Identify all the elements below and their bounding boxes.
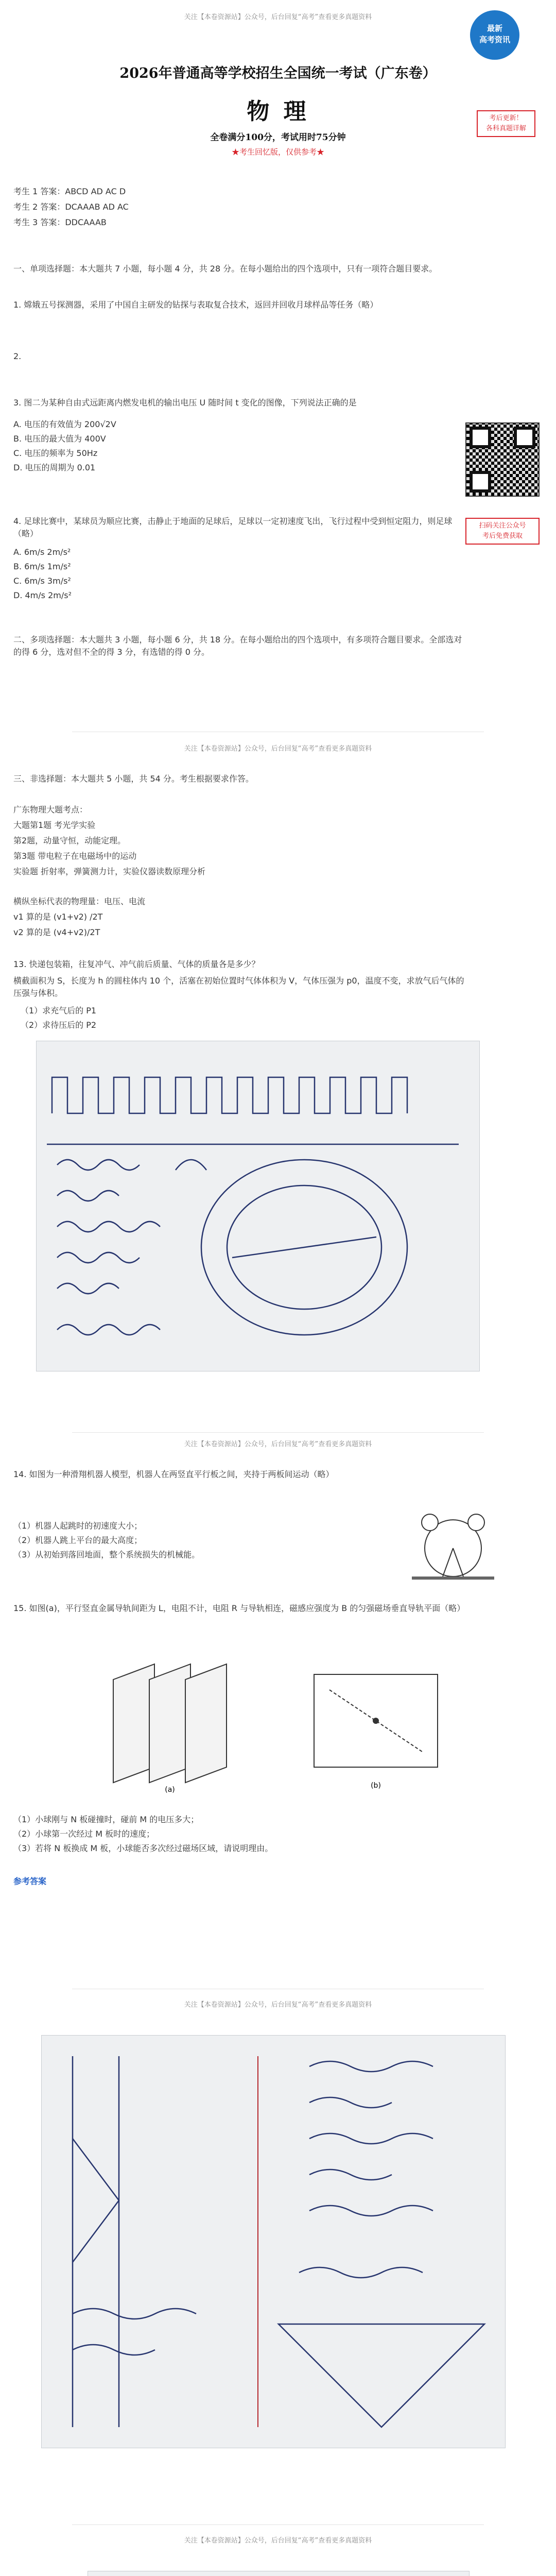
- q13-part-1: （1）求充气后的 P1: [21, 1006, 97, 1015]
- q3-option-a: A. 电压的有效值为 200√2V: [13, 419, 116, 429]
- handwritten-note-photo-3: [88, 2571, 470, 2576]
- handwritten-note-photo-1: [36, 1041, 480, 1371]
- q4-option-d: D. 4m/s 2m/s²: [13, 590, 72, 600]
- header-note-4: 关注【本卷资源站】公众号，后台回复“高考”查看更多真题资料: [184, 2001, 372, 2009]
- side-box-qr-note: 扫码关注公众号 考后免费获取: [465, 518, 540, 545]
- robot-diagram: [402, 1510, 505, 1587]
- experiment-item-4: 实验题 折射率，弹簧测力计，实验仪器读数原理分析: [13, 867, 206, 876]
- header-note-3: 关注【本卷资源站】公众号，后台回复“高考”查看更多真题资料: [184, 1440, 372, 1448]
- exam-title: 2026年普通高等学校招生全国统一考试（广东卷）: [119, 65, 437, 81]
- q15-part-3: （3）若将 N 板换成 M 板，小球能否多次经过磁场区域，请说明理由。: [13, 1843, 273, 1853]
- q3-option-d: D. 电压的周期为 0.01: [13, 463, 96, 472]
- question-2: 2.: [13, 351, 22, 361]
- q14-part-2: （2）机器人跳上平台的最大高度；: [13, 1535, 143, 1545]
- question-13-title: 13. 快递包装箱，往复冲气、冲气前后质量、气体的质量各是多少？: [13, 959, 260, 969]
- candidate-answer-1: 考生 1 答案：ABCD AD AC D: [13, 187, 126, 196]
- q14-part-1: （1）机器人起跳时的初速度大小；: [13, 1521, 143, 1531]
- header-note-5: 关注【本卷资源站】公众号，后台回复“高考”查看更多真题资料: [184, 2537, 372, 2545]
- q15-part-1: （1）小球刚与 N 板碰撞时，碰前 M 的电压多大；: [13, 1815, 199, 1824]
- question-4: 4. 足球比赛中，某球员为顺应比赛，击静止于地面的足球后，足球以一定初速度飞出，飞行过程中受到恒定阻力，则足球（略）: [13, 516, 453, 538]
- q13-part-2: （2）求待压后的 P2: [21, 1020, 97, 1030]
- exam-meta: 全卷满分100分，考试用时75分钟: [210, 132, 346, 143]
- answer-reference-link[interactable]: 参考答案: [13, 1876, 47, 1886]
- section2-title: 二、多项选择题：本大题共 3 小题，每小题 6 分，共 18 分。在每小题给出的四个选项中，有多项符合题目要求。全部选对的得 6 分，选对但不全的得 3 分，有选错的得 0 分。: [13, 635, 462, 657]
- experiment-extra-3: v2 算的是 (v4+v2)/2T: [13, 927, 100, 937]
- separator: [72, 1432, 484, 1433]
- experiment-item-3: 第3题 带电粒子在电磁场中的运动: [13, 851, 137, 861]
- figure-a-plates: [93, 1659, 268, 1793]
- experiment-extra-1: 横纵坐标代表的物理量：电压、电流: [13, 896, 146, 906]
- q3-option-c: C. 电压的频率为 50Hz: [13, 448, 98, 458]
- figure-b-field: [299, 1659, 453, 1793]
- qr-code-top[interactable]: [465, 422, 540, 497]
- q4-option-a: A. 6m/s 2m/s²: [13, 547, 71, 557]
- svg-text:(b): (b): [371, 1782, 381, 1790]
- handwritten-note-photo-2: [41, 2035, 506, 2448]
- section3-title: 三、非选择题：本大题共 5 小题，共 54 分。考生根据要求作答。: [13, 774, 254, 784]
- student-notice: ★考生回忆版，仅供参考★: [231, 147, 324, 157]
- experiment-extra-2: v1 算的是 (v1+v2) /2T: [13, 912, 103, 922]
- candidate-answer-2: 考生 2 答案：DCAAAB AD AC: [13, 202, 129, 212]
- separator: [72, 2524, 484, 2525]
- subject-title: 物 理: [247, 98, 309, 125]
- question-14-title: 14. 如图为一种滑翔机器人模型，机器人在两竖直平行板之间，夹持于两板间运动（略）: [13, 1469, 334, 1479]
- question-13-body: 横截面积为 S，长度为 h 的圆柱体内 10 个，活塞在初始位置时气体体积为 V，气体压强为 p0，温度不变，求放气后气体的压强与体积。: [13, 976, 464, 998]
- q15-part-2: （2）小球第一次经过 M 板时的速度；: [13, 1829, 155, 1839]
- q14-part-3: （3）从初始到落回地面，整个系统损失的机械能。: [13, 1550, 200, 1560]
- question-15-title: 15. 如图(a)，平行竖直金属导轨间距为 L，电阻不计，电阻 R 与导轨相连，磁感应强度为 B 的匀强磁场垂直导轨平面（略）: [13, 1603, 465, 1613]
- q4-option-c: C. 6m/s 3m/s²: [13, 576, 71, 586]
- q3-option-b: B. 电压的最大值为 400V: [13, 434, 106, 444]
- question-3: 3. 图二为某种自由式远距离内燃发电机的输出电压 U 随时间 t 变化的图像，下列说法正确的是: [13, 398, 357, 408]
- svg-text:(a): (a): [165, 1786, 175, 1793]
- news-badge-logo: 最新 高考资讯: [470, 10, 519, 60]
- experiment-item-1: 大题第1题 考光学实验: [13, 820, 96, 830]
- header-note: 关注【本卷资源站】公众号，后台回复“高考”查看更多真题资料: [184, 13, 372, 21]
- section1-title: 一、单项选择题：本大题共 7 小题，每小题 4 分，共 28 分。在每小题给出的四个选项中，只有一项符合题目要求。: [13, 264, 438, 274]
- experiment-item-2: 第2题，动量守恒，动能定理。: [13, 836, 126, 845]
- header-note-2: 关注【本卷资源站】公众号，后台回复“高考”查看更多真题资料: [184, 745, 372, 753]
- side-box-updates: 考后更新！ 各科真题详解: [477, 110, 535, 137]
- q4-option-b: B. 6m/s 1m/s²: [13, 562, 71, 571]
- question-1: 1. 嫦娥五号探测器，采用了中国自主研发的钻探与表取复合技术，返回并回收月球样品等任务（略）: [13, 300, 378, 310]
- experiment-title: 广东物理大题考点：: [13, 805, 88, 815]
- candidate-answer-3: 考生 3 答案：DDCAAAB: [13, 217, 107, 227]
